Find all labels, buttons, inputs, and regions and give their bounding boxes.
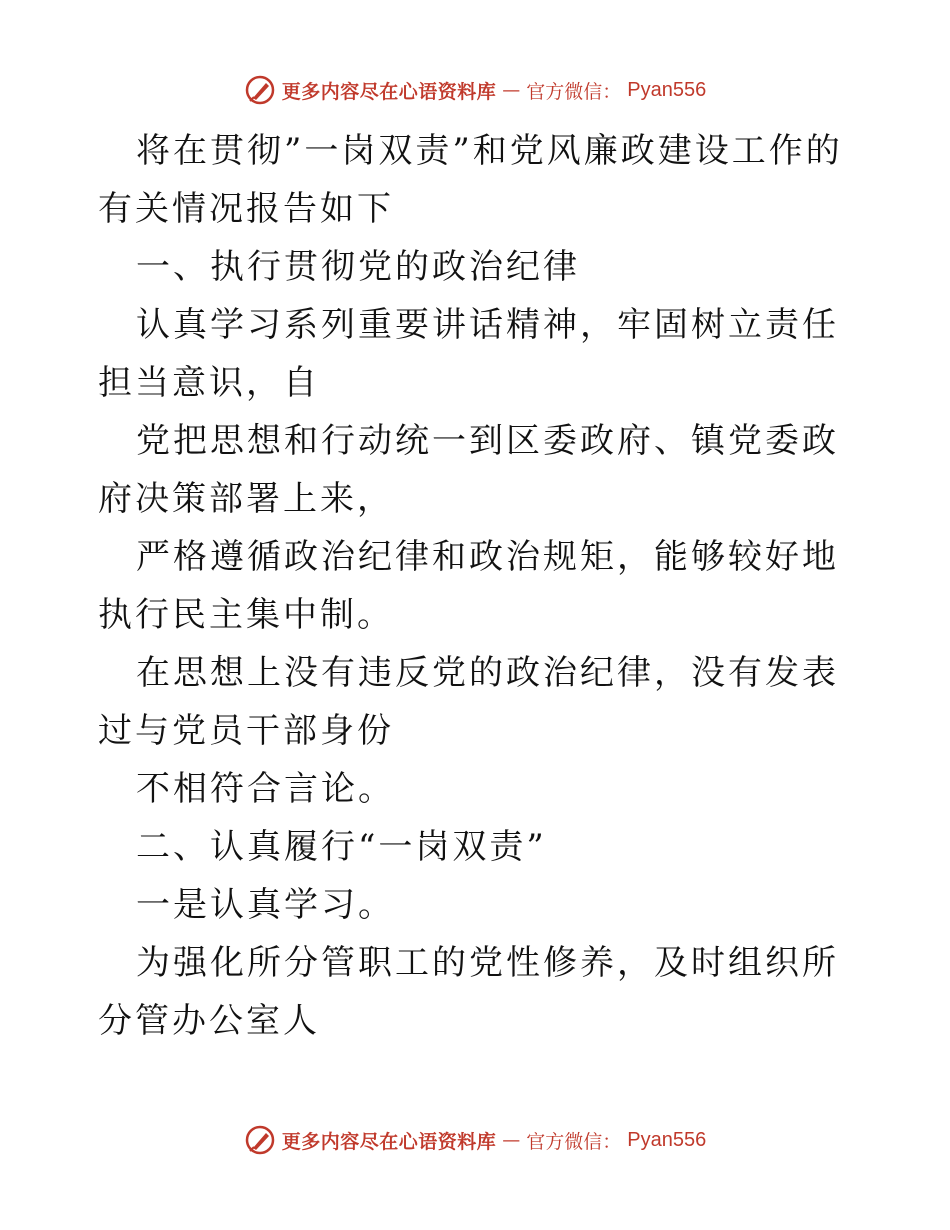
footer-banner: [0, 1120, 950, 1160]
banner-dash: —: [502, 79, 521, 101]
section-heading: 一、执行贯彻党的政治纪律: [136, 247, 580, 287]
banner-dash: —: [502, 1129, 521, 1151]
banner-site-text: 更多内容尽在心语资料库: [281, 80, 497, 103]
paragraph: 在思想上没有违反党的政治纪律，没有发表过与党员干部身份: [98, 653, 839, 751]
quill-pen-logo-icon: [244, 74, 276, 106]
paragraph: 将在贯彻”一岗双责”和党风廉政建设工作的有关情况报告如下: [98, 131, 843, 229]
banner-wechat-label: 官方微信：: [526, 80, 622, 103]
paragraph: 党把思想和行动统一到区委政府、镇党委政府决策部署上来，: [98, 421, 839, 519]
header-banner: [0, 70, 950, 110]
banner-wechat-label: 官方微信：: [526, 1130, 622, 1153]
section-heading: 二、认真履行“一岗双责”: [136, 827, 547, 867]
banner-wechat-id: Pyan556: [627, 78, 707, 101]
paragraph: 为强化所分管职工的党性修养，及时组织所分管办公室人: [98, 943, 839, 1041]
paragraph: 一是认真学习。: [136, 885, 395, 925]
banner-wechat-id: Pyan556: [627, 1128, 707, 1151]
document-body: [98, 122, 858, 1050]
paragraph: 不相符合言论。: [136, 769, 395, 809]
banner-site-text: 更多内容尽在心语资料库: [281, 1130, 497, 1153]
quill-pen-logo-icon: [244, 1124, 276, 1156]
paragraph: 认真学习系列重要讲话精神，牢固树立责任担当意识，自: [98, 305, 839, 403]
paragraph: 严格遵循政治纪律和政治规矩，能够较好地执行民主集中制。: [98, 537, 839, 635]
